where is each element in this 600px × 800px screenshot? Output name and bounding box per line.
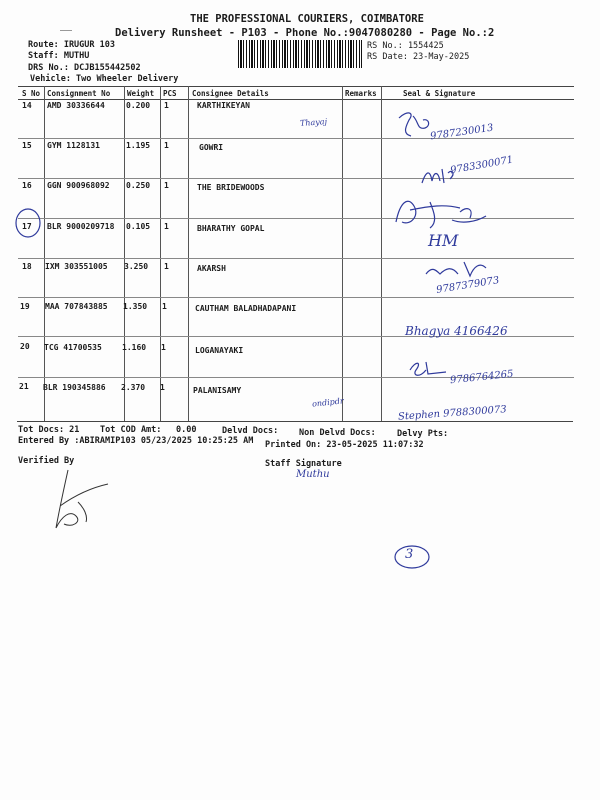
row-pcs: 1 [161, 343, 166, 352]
sheet-title: Delivery Runsheet - P103 - Phone No.:9047080280 - Page No.:2 [115, 27, 495, 39]
total-docs: Tot Docs: 21 [18, 425, 80, 435]
signature-scribble [390, 192, 490, 236]
row-weight: 1.195 [126, 141, 151, 150]
col-divider [44, 86, 45, 422]
col-header-weight: Weight [127, 89, 155, 98]
col-header-sno: S No [22, 89, 41, 98]
col-divider [188, 86, 189, 422]
col-header-pcs: PCS [163, 89, 177, 98]
row-pcs: 1 [164, 141, 169, 150]
delivered-docs: Delvd Docs: [222, 426, 279, 436]
col-header-remarks: Remarks [345, 89, 377, 98]
row-consignment: IXM 303551005 [45, 262, 108, 271]
remark-handwritten: ondipdr [311, 396, 345, 409]
page-circle-number: 3 [405, 547, 414, 562]
signature-note: 9786764265 [449, 368, 515, 387]
rs-number: RS No.: 1554425 [367, 41, 444, 51]
row-pcs: 1 [164, 181, 169, 190]
non-delivered-docs: Non Delvd Docs: [299, 428, 376, 438]
barcode [238, 40, 362, 68]
row-consignee: BHARATHY GOPAL [197, 224, 265, 233]
staff-signature-handwritten: Muthu [296, 469, 330, 480]
delivery-points: Delvy Pts: [397, 429, 449, 439]
staff-label: Staff: MUTHU [28, 51, 90, 61]
row-sno: 17 [22, 222, 32, 231]
row-sno: 19 [20, 302, 30, 311]
row-sno: 20 [20, 342, 30, 351]
row-consignment: BLR 190345886 [43, 383, 106, 392]
signature-scribble [424, 256, 494, 282]
signature-note: Bhagya 4166426 [405, 324, 508, 338]
row-separator [18, 138, 574, 139]
col-header-consignee: Consignee Details [192, 89, 269, 98]
row-pcs: 1 [162, 302, 167, 311]
row-consignee: KARTHIKEYAN [197, 101, 250, 110]
col-divider [381, 86, 382, 422]
total-cod-value: 0.00 [176, 425, 197, 435]
row-sno: 14 [22, 101, 32, 110]
verified-by-label: Verified By [18, 456, 75, 466]
total-cod-label: Tot COD Amt: [100, 425, 162, 435]
row-pcs: 1 [164, 222, 169, 231]
row-separator [18, 178, 574, 179]
col-divider [160, 86, 161, 422]
signature-note: Stephen 9788300073 [397, 404, 508, 423]
vehicle-label: Vehicle: Two Wheeler Delivery [30, 74, 179, 84]
row-consignment: GGN 900968092 [47, 181, 110, 190]
drs-number: DRS No.: DCJB155442502 [28, 63, 141, 73]
row-consignment: AMD 30336644 [47, 101, 105, 110]
row-consignment: MAA 707843885 [45, 302, 108, 311]
row-sno: 21 [19, 382, 29, 391]
route-label: Route: IRUGUR 103 [28, 40, 115, 50]
company-name: THE PROFESSIONAL COURIERS, COIMBATORE [190, 13, 424, 25]
row-weight: 1.350 [123, 302, 148, 311]
row-weight: 0.200 [126, 101, 151, 110]
row-weight: 0.105 [126, 222, 151, 231]
row-separator [18, 218, 574, 219]
row-consignee: GOWRI [199, 143, 224, 152]
row-consignment: GYM 1128131 [47, 141, 100, 150]
col-header-consignment: Consignment No [47, 89, 111, 98]
col-header-signature: Seal & Signature [403, 89, 476, 98]
table-header-line [18, 99, 574, 100]
row-consignee: THE BRIDEWOODS [197, 183, 265, 192]
table-top-line [18, 86, 574, 87]
printed-on: Printed On: 23-05-2025 11:07:32 [265, 440, 424, 450]
row-consignee: AKARSH [197, 264, 226, 273]
row-pcs: 1 [164, 101, 169, 110]
row-weight: 2.370 [121, 383, 146, 392]
row-consignment: TCG 41700535 [44, 343, 102, 352]
row-consignee: CAUTHAM BALADHADAPANI [195, 304, 297, 313]
row-pcs: 1 [160, 383, 165, 392]
row-weight: 1.160 [122, 343, 147, 352]
row-consignee: PALANISAMY [193, 386, 242, 395]
row-pcs: 1 [164, 262, 169, 271]
signature-note: 9787230013 [429, 122, 495, 143]
handwritten-circle-mark [14, 207, 42, 239]
row-sno: 18 [22, 262, 32, 271]
signature-scribble [420, 163, 460, 189]
row-separator [18, 297, 574, 298]
row-sno: 16 [22, 181, 32, 190]
row-weight: 3.250 [124, 262, 149, 271]
remark-handwritten: Thayaj [299, 117, 328, 128]
row-consignee: LOGANAYAKI [195, 346, 244, 355]
table-bottom-line [17, 421, 573, 422]
signature-note: 9787379073 [435, 275, 501, 296]
row-sno: 15 [22, 141, 32, 150]
signature-scribble [395, 108, 435, 142]
verifier-signature [50, 466, 114, 536]
entered-by: Entered By :ABIRAMIP103 05/23/2025 10:25:25 AM [18, 436, 254, 446]
col-divider [124, 86, 125, 422]
signature-note: 9783300071 [449, 154, 515, 177]
signature-scribble [406, 356, 450, 378]
col-divider [342, 86, 343, 422]
signature-note: HM [428, 231, 459, 250]
row-weight: 0.250 [126, 181, 151, 190]
rs-date: RS Date: 23-May-2025 [367, 52, 470, 62]
header-mark [60, 30, 72, 31]
row-consignment: BLR 9000209718 [47, 222, 115, 231]
staff-signature-label: Staff Signature [265, 459, 342, 469]
